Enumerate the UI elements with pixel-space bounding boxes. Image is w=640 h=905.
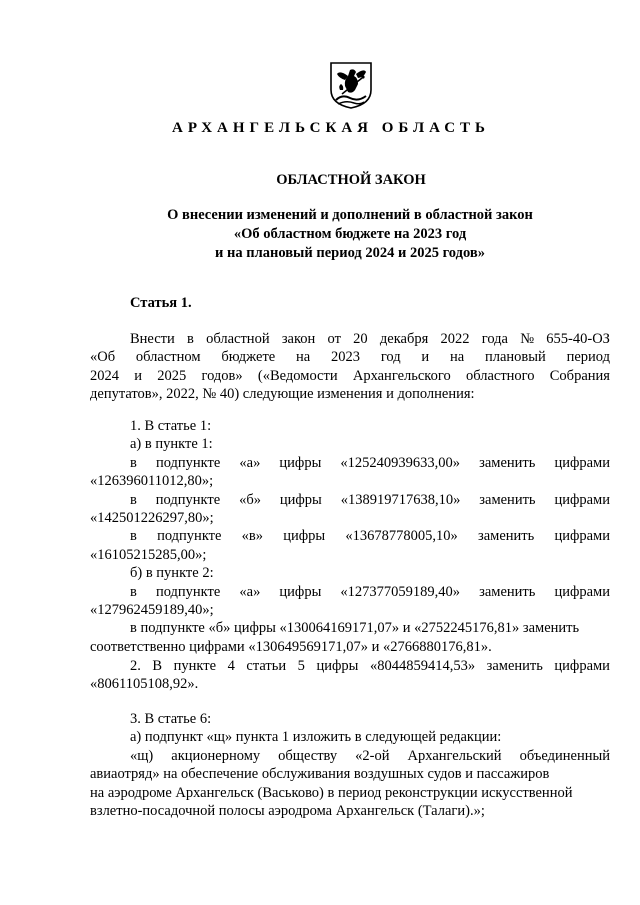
word: 2023	[331, 349, 361, 366]
word: декабря	[379, 331, 429, 347]
subitem-heading: а) в пункте 1:	[130, 436, 213, 453]
word: подпункте	[155, 583, 221, 600]
word: цифры	[279, 583, 322, 600]
quoted-text-line: на аэродроме Архангельск (Васьково) в период реконструкции искусственной	[90, 784, 573, 801]
word: заменить	[479, 491, 536, 508]
word: «а»	[239, 454, 261, 471]
word: заменить	[477, 528, 535, 545]
amendment-value: «16105215285,00»;	[90, 546, 207, 563]
word: подпункте	[155, 491, 221, 508]
word: 20	[353, 331, 368, 347]
item-1	[90, 417, 610, 656]
intro-line	[90, 330, 610, 348]
word: года	[481, 331, 508, 347]
word: («Ведомости	[257, 367, 338, 384]
word: «127377059189,40»	[340, 583, 461, 600]
amendment-value: «8061105108,92».	[90, 676, 199, 693]
intro-line	[90, 348, 610, 366]
word: обществу	[278, 747, 338, 764]
word: «8044859414,53»	[369, 658, 476, 674]
amendment-line	[90, 657, 610, 675]
word: Архангельский	[407, 747, 502, 764]
amendment-value: «142501226297,80»;	[90, 510, 214, 527]
word: Собрания	[549, 367, 610, 384]
word: «щ)	[130, 747, 154, 764]
word: пункте	[173, 658, 217, 674]
word: областной	[206, 331, 270, 347]
word: 4	[227, 658, 235, 674]
word: год	[380, 349, 401, 366]
word: цифрами	[554, 454, 610, 471]
title-line: О внесении изменений и дополнений в областной закон	[167, 207, 533, 223]
article-heading: Статья 1.	[130, 295, 192, 311]
item-3	[90, 710, 610, 820]
intro-line: депутатов», 2022, № 40) следующие изменения и дополнения:	[90, 386, 475, 403]
word: 2025	[157, 367, 187, 384]
amendment-line: соответственно цифрами «130649569171,07» и «2766880176,81».	[90, 638, 492, 655]
intro-paragraph	[90, 330, 610, 404]
subitem-heading: б) в пункте 2:	[130, 565, 214, 582]
word: цифры	[279, 454, 322, 471]
word: годов»	[201, 367, 243, 384]
amendment-line	[90, 583, 610, 601]
document-title	[90, 206, 610, 263]
word: «125240939633,00»	[340, 454, 461, 471]
word: 5	[297, 658, 305, 674]
word: цифры	[316, 658, 359, 674]
word: цифрами	[554, 658, 610, 674]
word: областном	[135, 349, 201, 366]
word: цифрами	[554, 528, 610, 545]
amendment-line	[90, 491, 610, 509]
intro-line	[90, 367, 610, 385]
item-2	[90, 657, 610, 694]
word: период	[566, 349, 610, 366]
title-line: и на плановый период 2024 и 2025 годов»	[215, 245, 485, 261]
word: подпункте	[157, 528, 222, 545]
word: Внести	[130, 331, 175, 347]
word: №	[520, 331, 535, 347]
word: в	[130, 583, 137, 600]
word: «в»	[241, 528, 264, 545]
word: акционерному	[171, 747, 261, 764]
subitem-heading: а) подпункт «щ» пункта 1 изложить в следующей редакции:	[130, 729, 502, 746]
word: В	[152, 658, 163, 674]
quoted-text-line: авиаотряд» на обеспечение обслуживания воздушных судов и пассажиров	[90, 766, 550, 783]
quoted-text-line: взлетно-посадочной полосы аэродрома Архангельск (Талаги).»;	[90, 803, 485, 820]
word: от	[327, 331, 341, 347]
word: плановый	[484, 349, 546, 366]
word: 655-40-ОЗ	[546, 331, 610, 347]
word: «2-ой	[355, 747, 390, 764]
word: 2.	[130, 658, 141, 674]
amendment-value: «126396011012,80»;	[90, 473, 214, 490]
document-type: ОБЛАСТНОЙ ЗАКОН	[276, 172, 426, 188]
region-name: АРХАНГЕЛЬСКАЯ ОБЛАСТЬ	[172, 120, 490, 136]
word: «13678778005,10»	[345, 528, 458, 545]
word: цифры	[279, 491, 322, 508]
amendment-line	[90, 454, 610, 472]
word: областного	[465, 367, 535, 384]
word: «а»	[239, 583, 261, 600]
amendment-line: в подпункте «б» цифры «130064169171,07» и «2752245176,81» заменить	[130, 620, 580, 637]
word: объединенный	[519, 747, 610, 764]
item-heading: 1. В статье 1:	[130, 418, 212, 434]
word: цифры	[283, 528, 326, 545]
word: в	[130, 454, 137, 471]
amendment-line	[90, 527, 610, 545]
word: бюджете	[221, 349, 276, 366]
word: заменить	[479, 454, 536, 471]
word: цифрами	[554, 491, 610, 508]
word: на	[449, 349, 465, 366]
word: на	[296, 349, 311, 366]
word: «б»	[239, 491, 261, 508]
word: в	[187, 331, 194, 347]
word: Архангельского	[352, 367, 451, 384]
word: «Об	[90, 349, 116, 366]
word: 2022	[440, 331, 470, 347]
word: заменить	[479, 583, 536, 600]
word: статьи	[246, 658, 287, 674]
word: и	[421, 349, 430, 366]
quoted-text-line	[90, 747, 610, 765]
word: в	[130, 491, 137, 508]
word: цифрами	[554, 583, 610, 600]
coat-of-arms-emblem	[328, 60, 374, 110]
word: подпункте	[155, 454, 221, 471]
word: 2024	[90, 367, 119, 384]
word: и	[134, 367, 143, 384]
word: «138919717638,10»	[340, 491, 461, 508]
word: в	[130, 528, 137, 545]
title-line: «Об областном бюджете на 2023 год	[233, 226, 467, 242]
word: закон	[281, 331, 316, 347]
amendment-value: «127962459189,40»;	[90, 602, 214, 619]
word: заменить	[486, 658, 543, 674]
item-heading: 3. В статье 6:	[130, 711, 212, 727]
